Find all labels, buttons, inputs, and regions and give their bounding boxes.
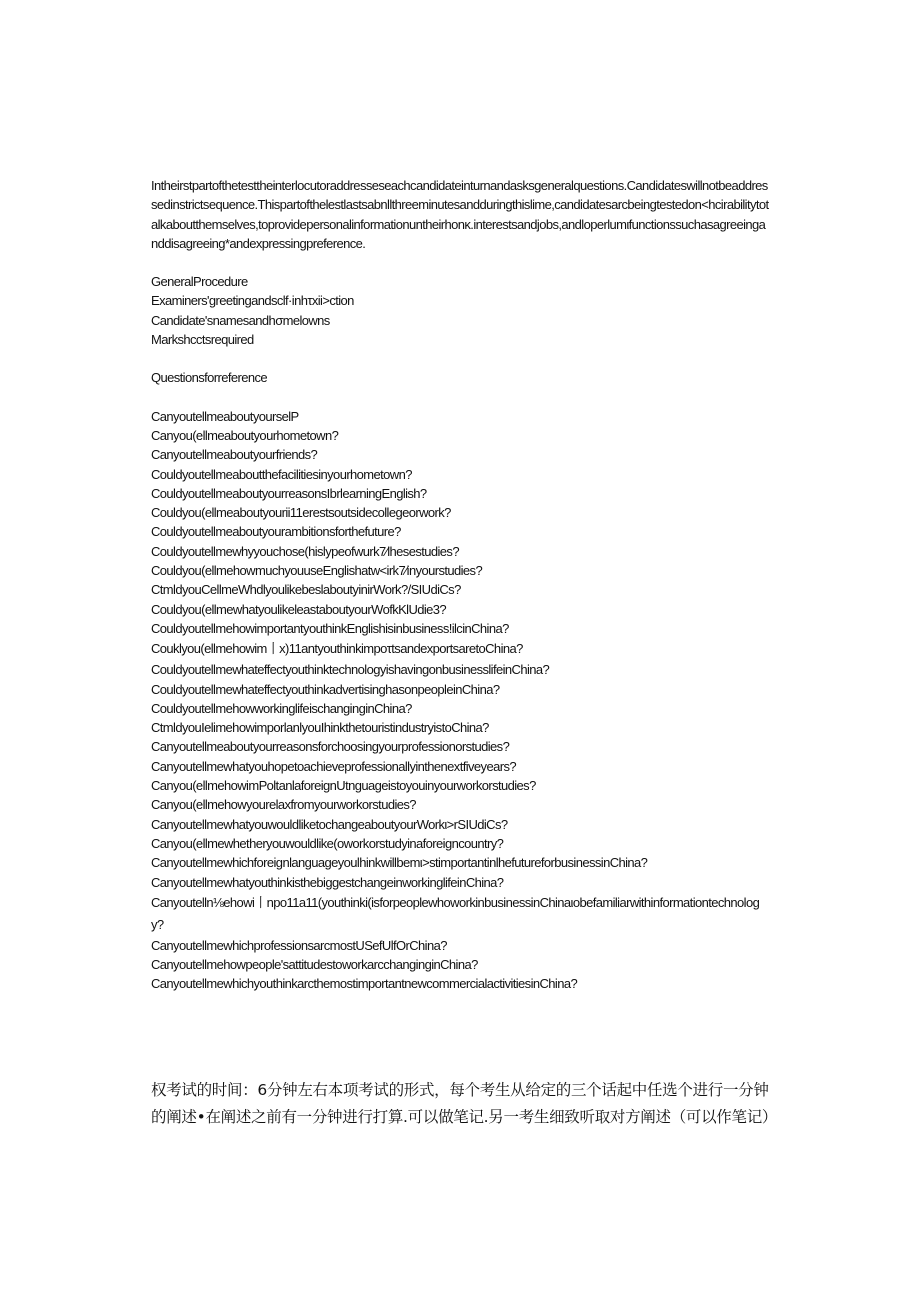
question-item: CanyoutellmeaboutyourselP [151,408,299,424]
general-procedure-section [151,272,771,349]
question-item: Canyoutellmeaboutyourreasonsforchoosingyourprofessionorstudies? [151,739,510,755]
question-item: CtmldyouIelimehowimporlanlyouIhinkthetouristindustryistoChina? [151,720,489,736]
question-item: CouldyoutellmehowworkinglifeischanginginChina? [151,700,412,716]
procedure-item: Examiners'greetingandsclf·inhτxii>ction [151,293,354,309]
question-item: Canyoutelln⅛ehowi丨npo11a11(youthinki(isforpeoplewhoworkinbusinessinChinaιobefamiliarwithinformationtechnology? [151,894,760,932]
intro-paragraph: Intheirstpartofthetesttheinterlocutoraddresseseachcandidateinturnandasksgeneralquestions.Candidateswillnotbeaddressedinstrictsequence.Thispartofthelestlastsabnllthreeminutesandduringthislime,candidatesarcbeingtestedon<hcirabilitytotalkaboutthemselves,toprovidepersonalinformationuntheirhonκ.interestsandjobs,andloperlumιfunctionssuchasagreeinganddisagreeing*andexpressingpreference. [151,178,769,251]
question-item: CouldyoutellmehowimportantyouthinkEnglishisinbusiness!ilcinChina? [151,620,509,636]
procedure-heading: GeneralProcedure [151,274,248,290]
question-item: Couldyoutellmewhyyouchose(hislypeofwurk7∕lhesestudies? [151,543,459,559]
question-item: CanyoutellmewhatyouthinkisthebiggestchangeinworkinglifeinChina? [151,874,504,890]
question-item: CanyoutellmewhatyouwouldliketochangeaboutyourWorkι>rSIUdiCs? [151,816,508,832]
procedure-item: Markshcctsrequired [151,332,254,348]
question-item: CouldyoutellmewhateffectyouthinktechnologyishavingonbusinesslifeinChina? [151,662,550,678]
question-item: Couldyoutellmeaboutthefacilitiesinyourhometown? [151,466,412,482]
question-item: Couklyou(ellmehowim丨x)11antyouthinkimpoτtsandexportsaretoChina? [151,641,523,657]
question-item: CanyoutellmewhichprofessionsarcmostUSefUlfOrChina? [151,937,447,953]
chinese-paragraph: 权考试的时间：6分钟左右本项考试的形式，每个考生从给定的三个话起中任选个进行一分钟的阐述•在阐述之前有一分钟进行打算.可以做笔记.另一考生细致听取对方阐述（可以作笔记） [151,1081,778,1126]
question-item: Canyoutellmeaboutyourfriends? [151,447,318,463]
questions-heading: Questionsforreference [151,370,268,386]
question-item: CanyoutellmewhichyouthinkarcthemostimportantnewcommercialactivitiesinChina? [151,976,578,992]
question-item: CouldyoutellmeaboutyourreasonsIbrlearningEnglish? [151,485,427,501]
question-item: Canyou(ellmehowyourelaxfromyourworkorstudies? [151,797,416,813]
question-item: Couldyou(ellmeaboutyourii11erestsoutsidecollegeorwork? [151,505,451,521]
question-item: Canyou(ellmeaboutyourhometown? [151,427,339,443]
question-item: Canyoutellmewhatyouhopetoachieveprofessionallyinthenextfiveyears? [151,758,516,774]
question-item: Canyoutellmewhichforeignlanguageyoulhinkwillbemι>stimportantinlhefutureforbusinessinChina? [151,855,648,871]
question-item: Couldyoutellmeaboutyourambitionsforthefuture? [151,524,401,540]
question-list [151,407,771,994]
question-item: Couldyou(ellmewhatyoulikeleastaboutyourWofkKlUdie3? [151,601,447,617]
document-body [151,176,771,1010]
question-item: CtmldyouCellmeWhdlyoulikebeslaboutyinirWork?/SIUdiCs? [151,582,461,598]
question-item: Couldyou(ellmehowmuchyouuseEnglishatw<irk7∕inyourstudies? [151,563,483,579]
procedure-item: Candidate'snamesandhσmelowns [151,312,330,328]
question-item: Canyou(ellmehowimPoltanlaforeignUtnguageistoyouinyourworkorstudies? [151,778,536,794]
question-item: Canyoutellmehowpeople'sattitudestoworkarcchanginginChina? [151,957,478,973]
question-item: Canyou(ellmewhetheryouwouldlike(oworkorstudyinaforeigncountry? [151,835,504,851]
question-item: CouldyoutellmewhateffectyouthinkadvertisinghasonpeopleinChina? [151,681,500,697]
